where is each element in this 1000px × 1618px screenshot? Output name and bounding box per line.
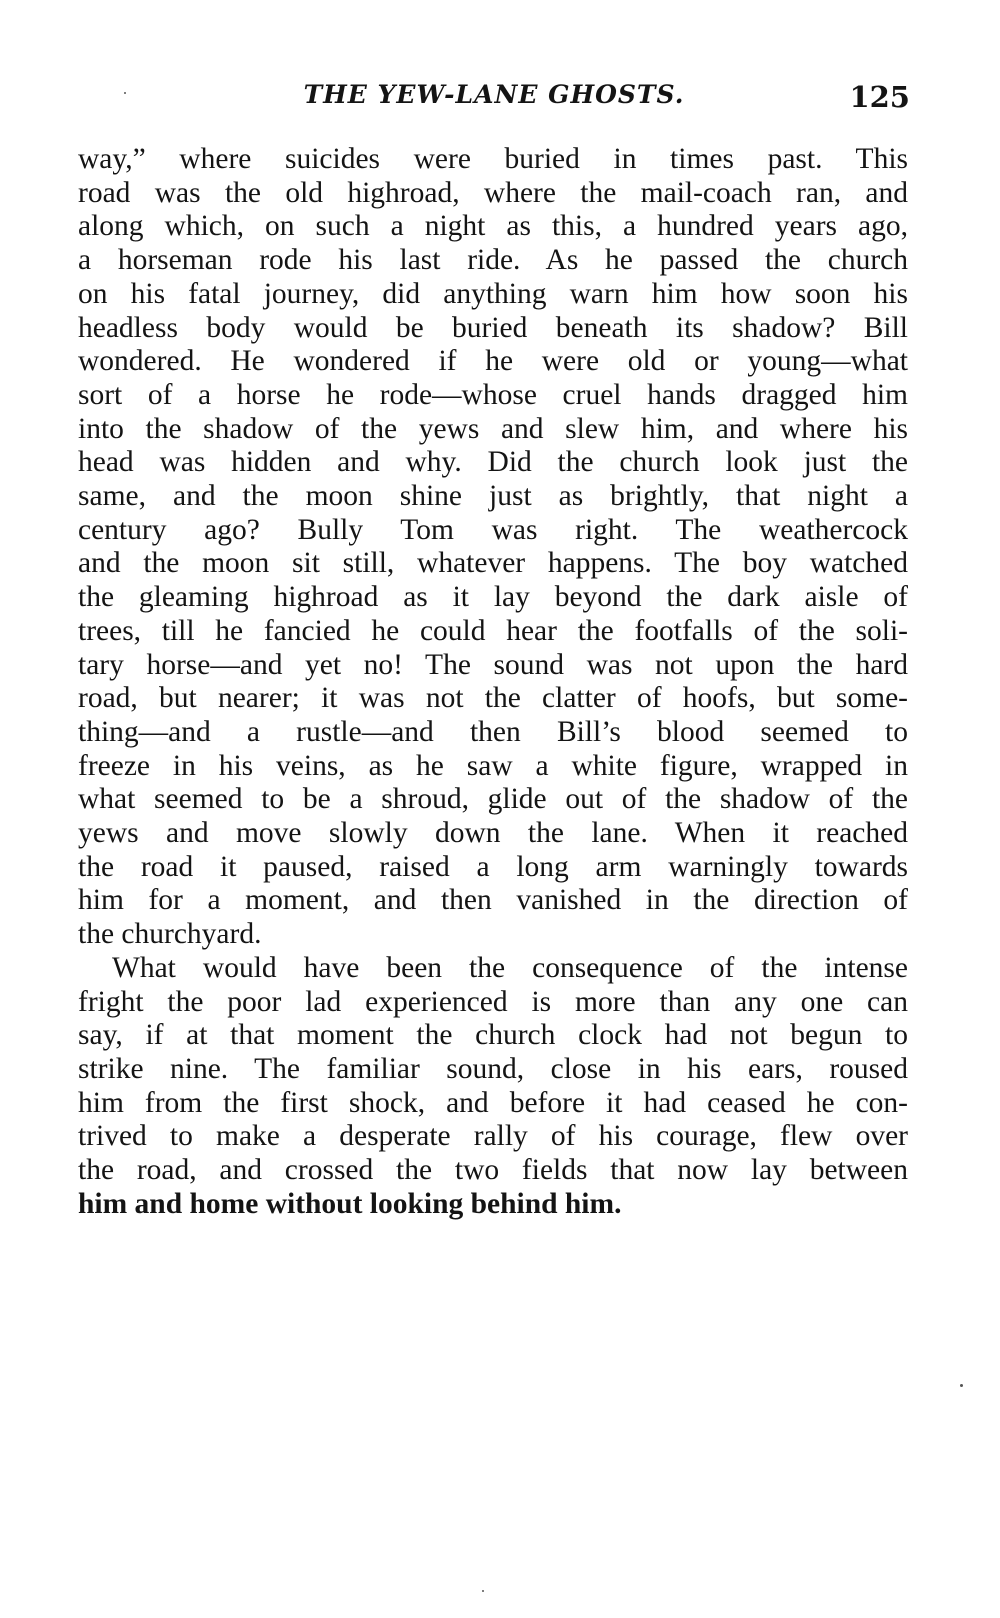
- text-line: wondered. He wondered if he were old or young—what: [78, 345, 908, 378]
- running-title: THE YEW-LANE GHOSTS.: [303, 80, 685, 109]
- text-line: road was the old highroad, where the mail-coach ran, and: [78, 176, 908, 209]
- text-line: thing—and a rustle—and then Bill’s blood seemed to: [78, 715, 908, 748]
- text-line: the road it paused, raised a long arm warningly towards: [78, 850, 908, 883]
- page-number: 125: [849, 80, 910, 114]
- paragraph-2: [78, 952, 908, 1222]
- text-line: him from the first shock, and before it had ceased he con-: [78, 1086, 908, 1119]
- text-line: headless body would be buried beneath its shadow? Bill: [78, 311, 908, 344]
- text-line: him and home without looking behind him.: [78, 1187, 622, 1220]
- paragraph-1: [78, 143, 908, 952]
- text-line: freeze in his veins, as he saw a white figure, wrapped in: [78, 749, 908, 782]
- text-line: tary horse—and yet no! The sound was not upon the hard: [78, 648, 908, 681]
- text-line: sort of a horse he rode—whose cruel hands dragged him: [78, 378, 908, 411]
- print-speck: [960, 1384, 963, 1387]
- text-line: century ago? Bully Tom was right. The weathercock: [78, 513, 908, 546]
- text-line: fright the poor lad experienced is more than any one can: [78, 985, 908, 1018]
- text-line: a horseman rode his last ride. As he passed the church: [78, 244, 908, 277]
- text-line: on his fatal journey, did anything warn him how soon his: [78, 277, 908, 310]
- text-line: him for a moment, and then vanished in the direction of: [78, 884, 908, 917]
- text-line: road, but nearer; it was not the clatter of hoofs, but some-: [78, 682, 908, 715]
- text-line: strike nine. The familiar sound, close in his ears, roused: [78, 1052, 908, 1085]
- text-line: and the moon sit still, whatever happens. The boy watched: [78, 547, 908, 580]
- text-line: What would have been the consequence of the intense: [112, 951, 908, 984]
- text-line: same, and the moon shine just as brightly, that night a: [78, 480, 908, 513]
- running-head: [78, 80, 910, 124]
- text-line: yews and move slowly down the lane. When it reached: [78, 817, 908, 850]
- print-speck: [482, 1590, 484, 1592]
- body-text: [78, 143, 908, 1222]
- text-line: way,” where suicides were buried in times past. This: [78, 143, 908, 175]
- print-speck: [124, 92, 126, 94]
- text-line: along which, on such a night as this, a hundred years ago,: [78, 210, 908, 243]
- text-line: the gleaming highroad as it lay beyond the dark aisle of: [78, 581, 908, 614]
- text-line: trees, till he fancied he could hear the footfalls of the soli-: [78, 614, 908, 647]
- text-line: the churchyard.: [78, 918, 262, 951]
- text-line: trived to make a desperate rally of his courage, flew over: [78, 1120, 908, 1153]
- text-line: the road, and crossed the two fields that now lay between: [78, 1154, 908, 1187]
- text-line: into the shadow of the yews and slew him, and where his: [78, 412, 908, 445]
- text-line: say, if at that moment the church clock had not begun to: [78, 1019, 908, 1052]
- text-line: what seemed to be a shroud, glide out of the shadow of the: [78, 783, 908, 816]
- text-line: head was hidden and why. Did the church look just the: [78, 446, 908, 479]
